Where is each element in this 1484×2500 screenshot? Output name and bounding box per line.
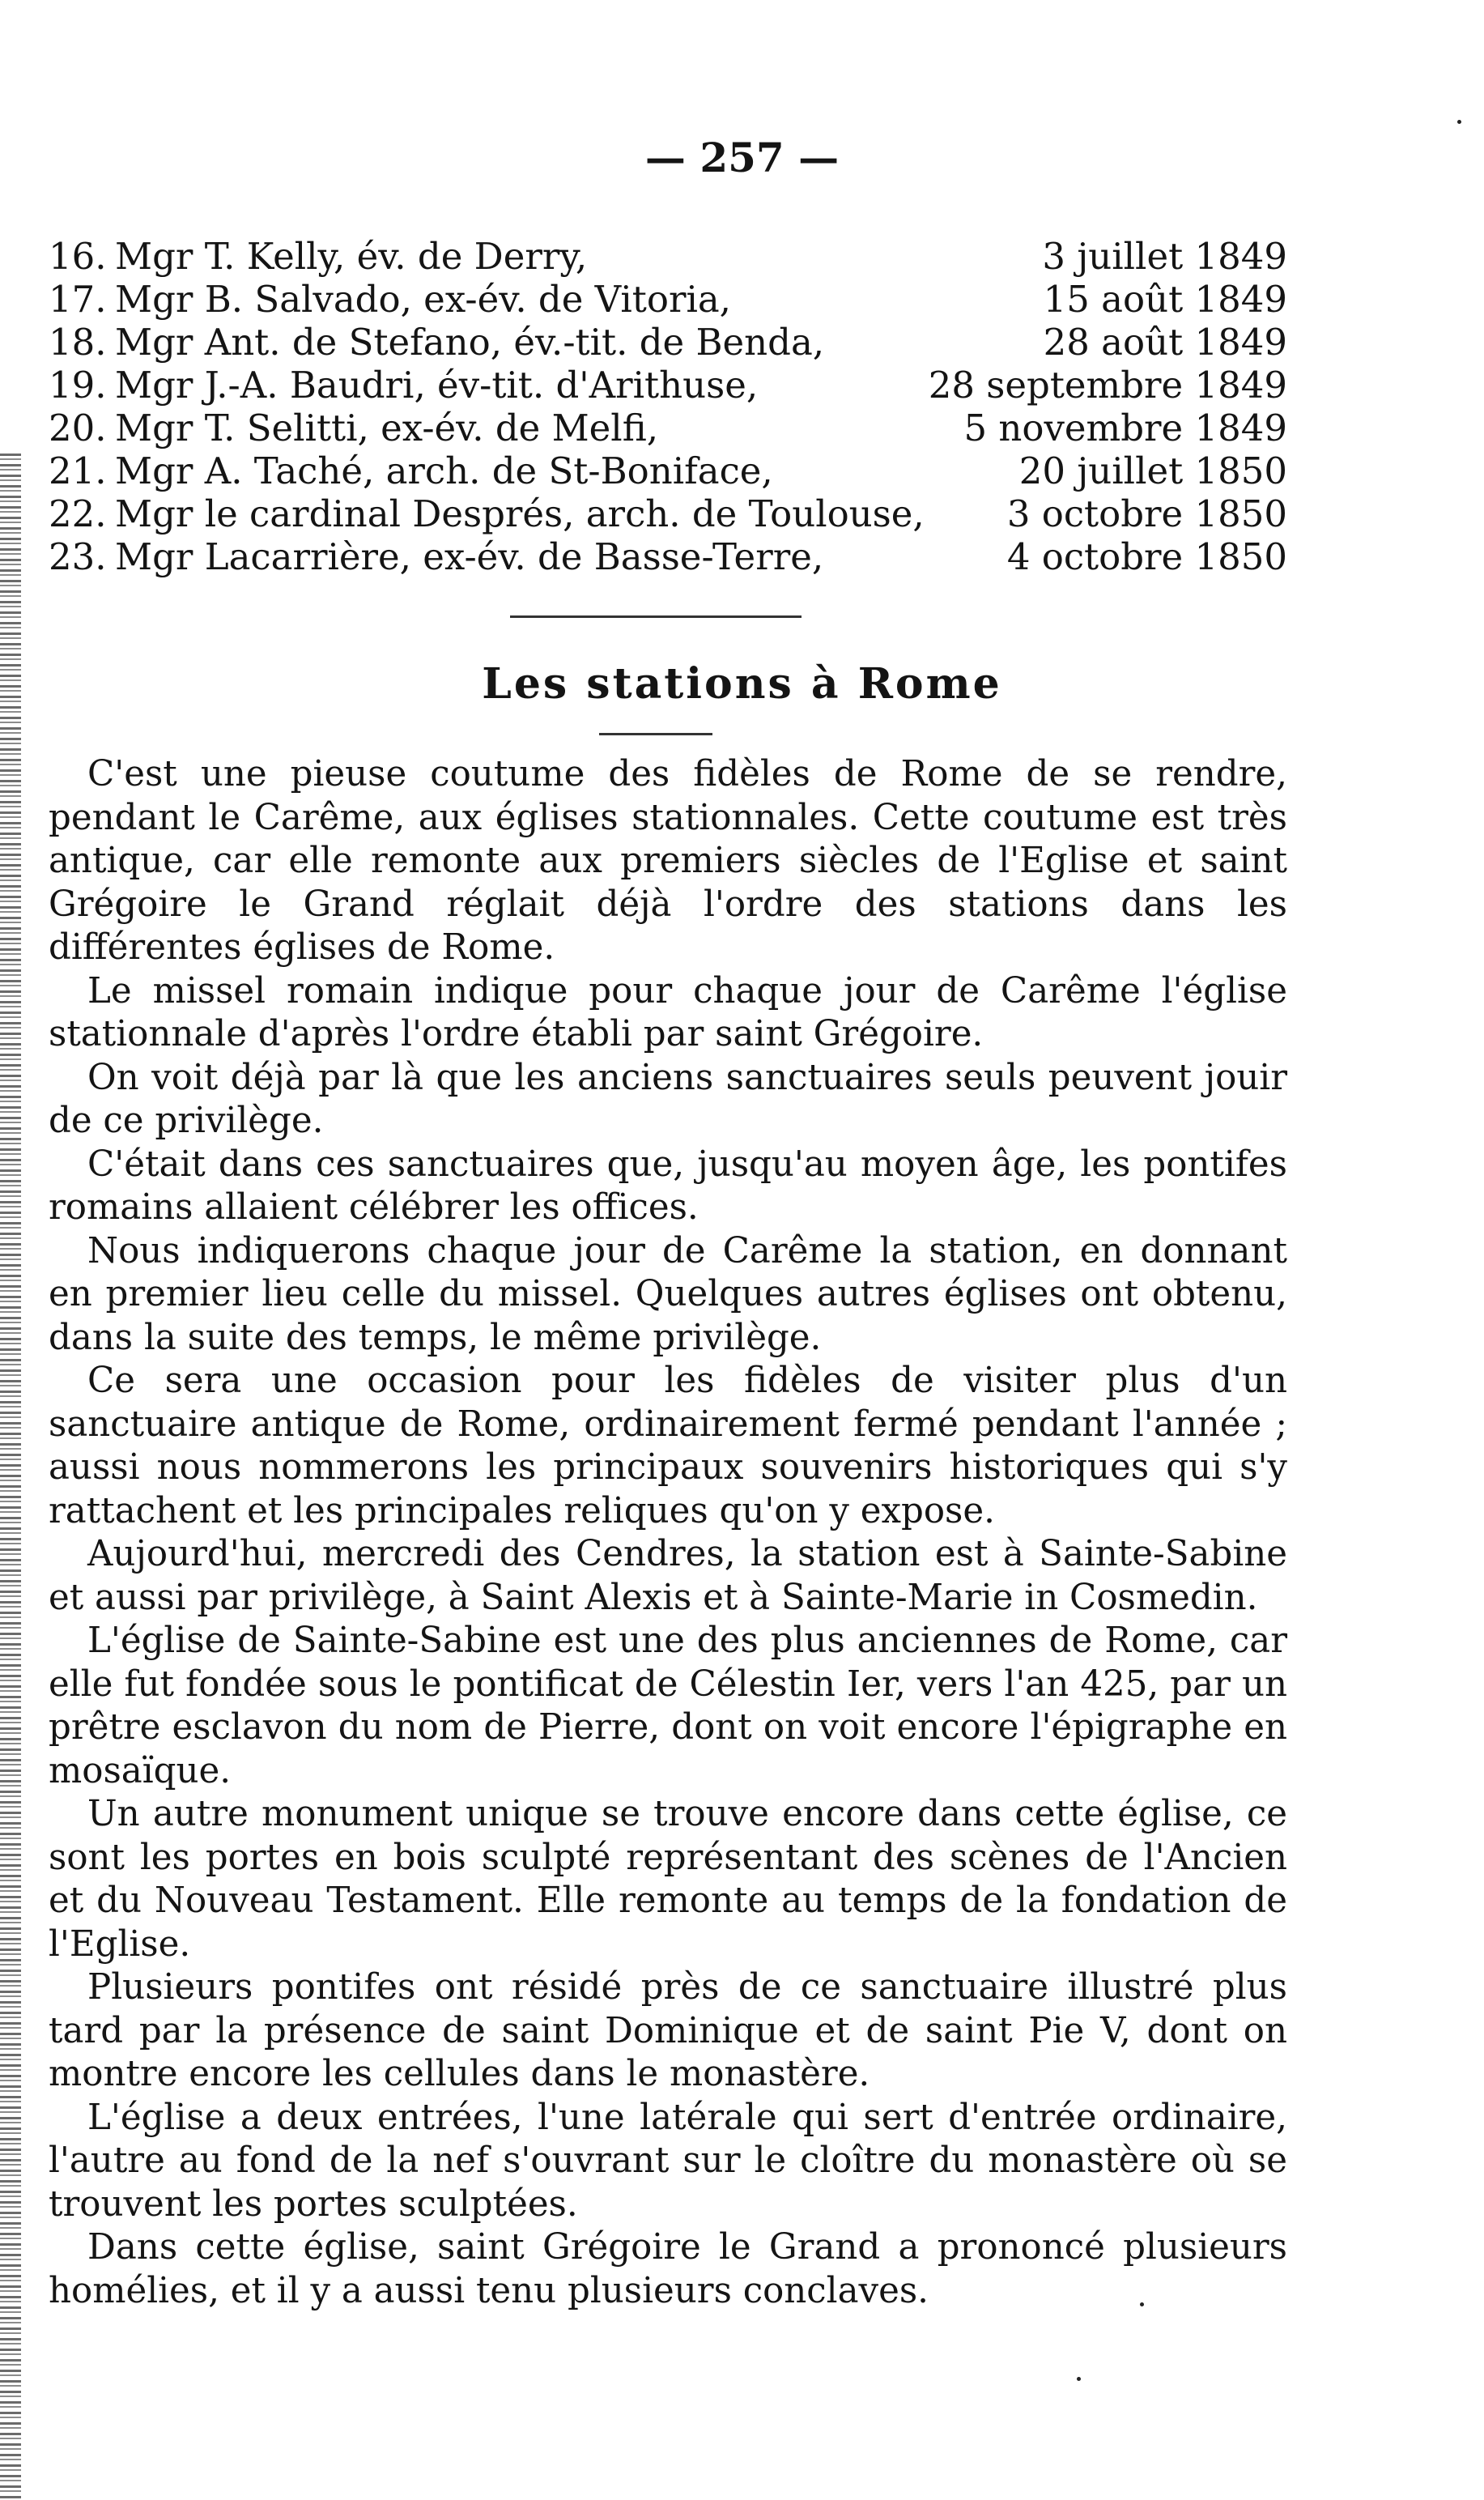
list-name: Mgr Lacarrière, ex-év. de Basse-Terre, [115, 535, 824, 578]
section-title: Les stations à Rome [482, 659, 1002, 709]
list-date: 20 juillet 1850 [1018, 449, 1287, 492]
print-speck [1457, 120, 1461, 124]
title-underline [599, 733, 712, 735]
list-row [49, 407, 1287, 449]
list-row [49, 278, 1287, 321]
list-date: 4 octobre 1850 [1006, 535, 1287, 578]
list-name: Mgr J.-A. Baudri, év-tit. d'Arithuse, [115, 364, 759, 407]
list-row [49, 535, 1287, 578]
paragraph: On voit déjà par là que les anciens sanctuaires seuls peuvent jouir de ce privilège. [49, 1057, 1287, 1141]
paragraph: C'était dans ces sanctuaires que, jusqu'au moyen âge, les pontifes romains allaient célébrer les offices. [49, 1144, 1287, 1228]
list-row [49, 235, 1287, 278]
list-name: Mgr B. Salvado, ex-év. de Vitoria, [115, 278, 731, 321]
list-number: 22. [49, 492, 107, 535]
print-speck [1140, 2302, 1144, 2306]
paragraph: Aujourd'hui, mercredi des Cendres, la station est à Sainte-Sabine et aussi par privilège, à Saint Alexis et à Sainte-Marie in Cosmedin. [49, 1534, 1287, 1618]
list-number: 16. [49, 235, 107, 278]
list-number: 17. [49, 278, 107, 321]
paragraph: Un autre monument unique se trouve encore dans cette église, ce sont les portes en bois sculpté représentant des scènes de l'Ancien et du Nouveau Testament. Elle remonte au temps de la fondation de l'Eglise. [49, 1794, 1287, 1965]
list-name: Mgr A. Taché, arch. de St-Boniface, [115, 449, 773, 492]
paragraph: Le missel romain indique pour chaque jour de Carême l'église stationnale d'après l'ordre établi par saint Grégoire. [49, 970, 1287, 1054]
list-name: Mgr T. Kelly, év. de Derry, [115, 235, 588, 278]
list-date: 5 novembre 1849 [963, 407, 1287, 449]
list-number: 18. [49, 321, 107, 364]
list-name: Mgr Ant. de Stefano, év.-tit. de Benda, [115, 321, 825, 364]
list-name: Mgr le cardinal Després, arch. de Toulouse, [115, 492, 925, 535]
page-number: — 257 — [644, 134, 840, 181]
list-number: 23. [49, 535, 107, 578]
list-date: 15 août 1849 [1043, 278, 1287, 321]
list-date: 3 octobre 1850 [1006, 492, 1287, 535]
bishops-list [49, 235, 1287, 578]
list-number: 21. [49, 449, 107, 492]
paragraph: Dans cette église, saint Grégoire le Grand a prononcé plusieurs homélies, et il y a aussi tenu plusieurs conclaves. [49, 2227, 1287, 2311]
article-body [49, 753, 1287, 2313]
paragraph: Plusieurs pontifes ont résidé près de ce sanctuaire illustré plus tard par la présence de saint Dominique et de saint Pie V, dont on montre encore les cellules dans le monastère. [49, 1967, 1287, 2094]
paragraph: L'église de Sainte-Sabine est une des plus anciennes de Rome, car elle fut fondée sous le pontificat de Célestin Ier, vers l'an 425, par un prêtre esclavon du nom de Pierre, dont on voit encore l'épigraphe en mosaïque. [49, 1621, 1287, 1791]
section-divider [510, 615, 802, 618]
paragraph: C'est une pieuse coutume des fidèles de Rome de se rendre, pendant le Carême, aux églises stationnales. Cette coutume est très antique, car elle remonte aux premiers siècles de l'Eglise et saint Grégoire le Grand réglait déjà l'ordre des stations dans les différentes églises de Rome. [49, 754, 1287, 968]
list-row [49, 321, 1287, 364]
list-number: 19. [49, 364, 107, 407]
list-row [49, 364, 1287, 407]
list-date: 28 septembre 1849 [928, 364, 1287, 407]
list-date: 3 juillet 1849 [1042, 235, 1287, 278]
list-date: 28 août 1849 [1043, 321, 1287, 364]
list-number: 20. [49, 407, 107, 449]
page-binding-edge [0, 454, 21, 2500]
paragraph: Nous indiquerons chaque jour de Carême la station, en donnant en premier lieu celle du missel. Quelques autres églises ont obtenu, dans la suite des temps, le même privilège. [49, 1230, 1287, 1358]
paragraph: Ce sera une occasion pour les fidèles de visiter plus d'un sanctuaire antique de Rome, ordinairement fermé pendant l'année ; aussi nous nommerons les principaux souvenirs historiques qui s'y rattachent et les principales reliques qu'on y expose. [49, 1361, 1287, 1531]
print-speck [1077, 2377, 1081, 2381]
paragraph: L'église a deux entrées, l'une latérale qui sert d'entrée ordinaire, l'autre au fond de la nef s'ouvrant sur le cloître du monastère où se trouvent les portes sculptées. [49, 2097, 1287, 2225]
list-row [49, 449, 1287, 492]
list-name: Mgr T. Selitti, ex-év. de Melfi, [115, 407, 659, 449]
list-row [49, 492, 1287, 535]
